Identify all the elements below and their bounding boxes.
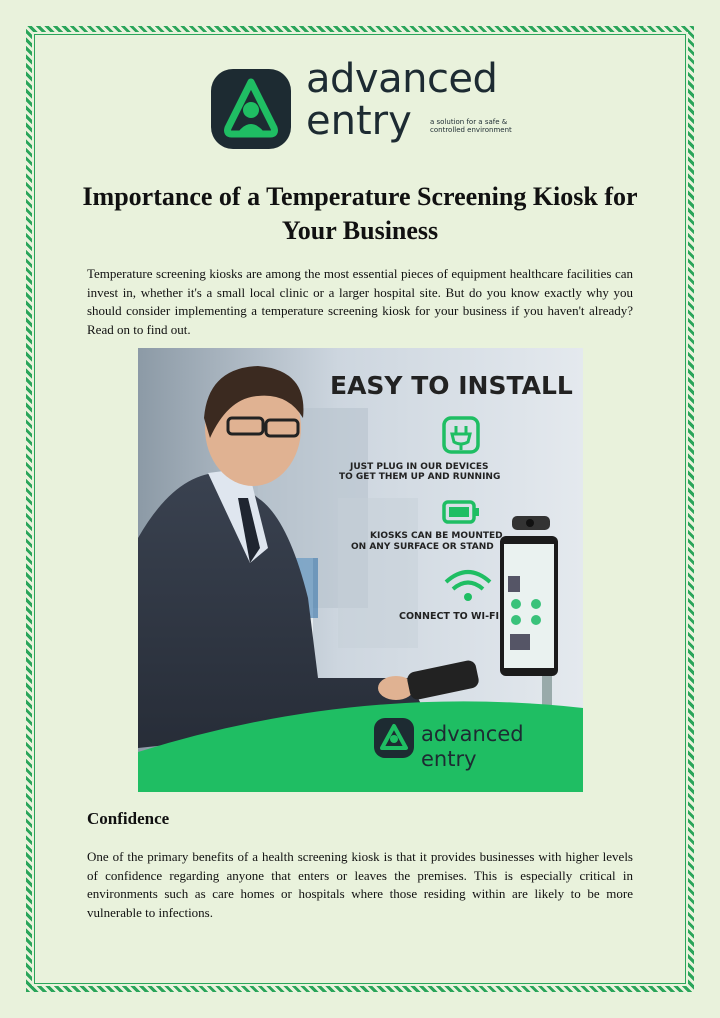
brand-logo [210,56,512,158]
logo-mark-icon [210,68,292,150]
feature-2-line1: KIOSKS CAN BE MOUNTED [370,531,503,541]
logo-name-line1: advanced [306,56,498,102]
hero-logo-line1: advanced [421,722,524,746]
feature-2-line2: ON ANY SURFACE OR STAND [351,542,494,552]
section-heading: Confidence [87,809,170,828]
logo-name-line2: entry [306,98,412,144]
logo-tagline: a solution for a safe & controlled environment [430,118,512,134]
section-paragraph: One of the primary benefits of a health screening kiosk is that it provides businesses with higher levels of confidence regarding anyone that enters or leaves the premises. This is especially critical in environments such as care homes or hospitals where those residing within are likely to be more vulnerable to infections. [87,849,633,920]
hero-image [138,348,583,792]
intro-paragraph: Temperature screening kiosks are among the most essential pieces of equipment healthcare facilities can invest in, whether it's a small local clinic or a larger hospital site. But do you know exactly why you should consider implementing a temperature screening kiosk for your business if you haven't already? Read on to find out. [87,266,633,337]
page-title: Importance of a Temperature Screening Kiosk for Your Business [82,182,638,245]
hero-logo-line2: entry [421,747,477,771]
hero-headline: EASY TO INSTALL [330,371,573,400]
feature-3-line1: CONNECT TO WI-FI [399,611,500,622]
feature-1-line2: TO GET THEM UP AND RUNNING [339,472,501,482]
feature-1-line1: JUST PLUG IN OUR DEVICES [350,462,489,472]
